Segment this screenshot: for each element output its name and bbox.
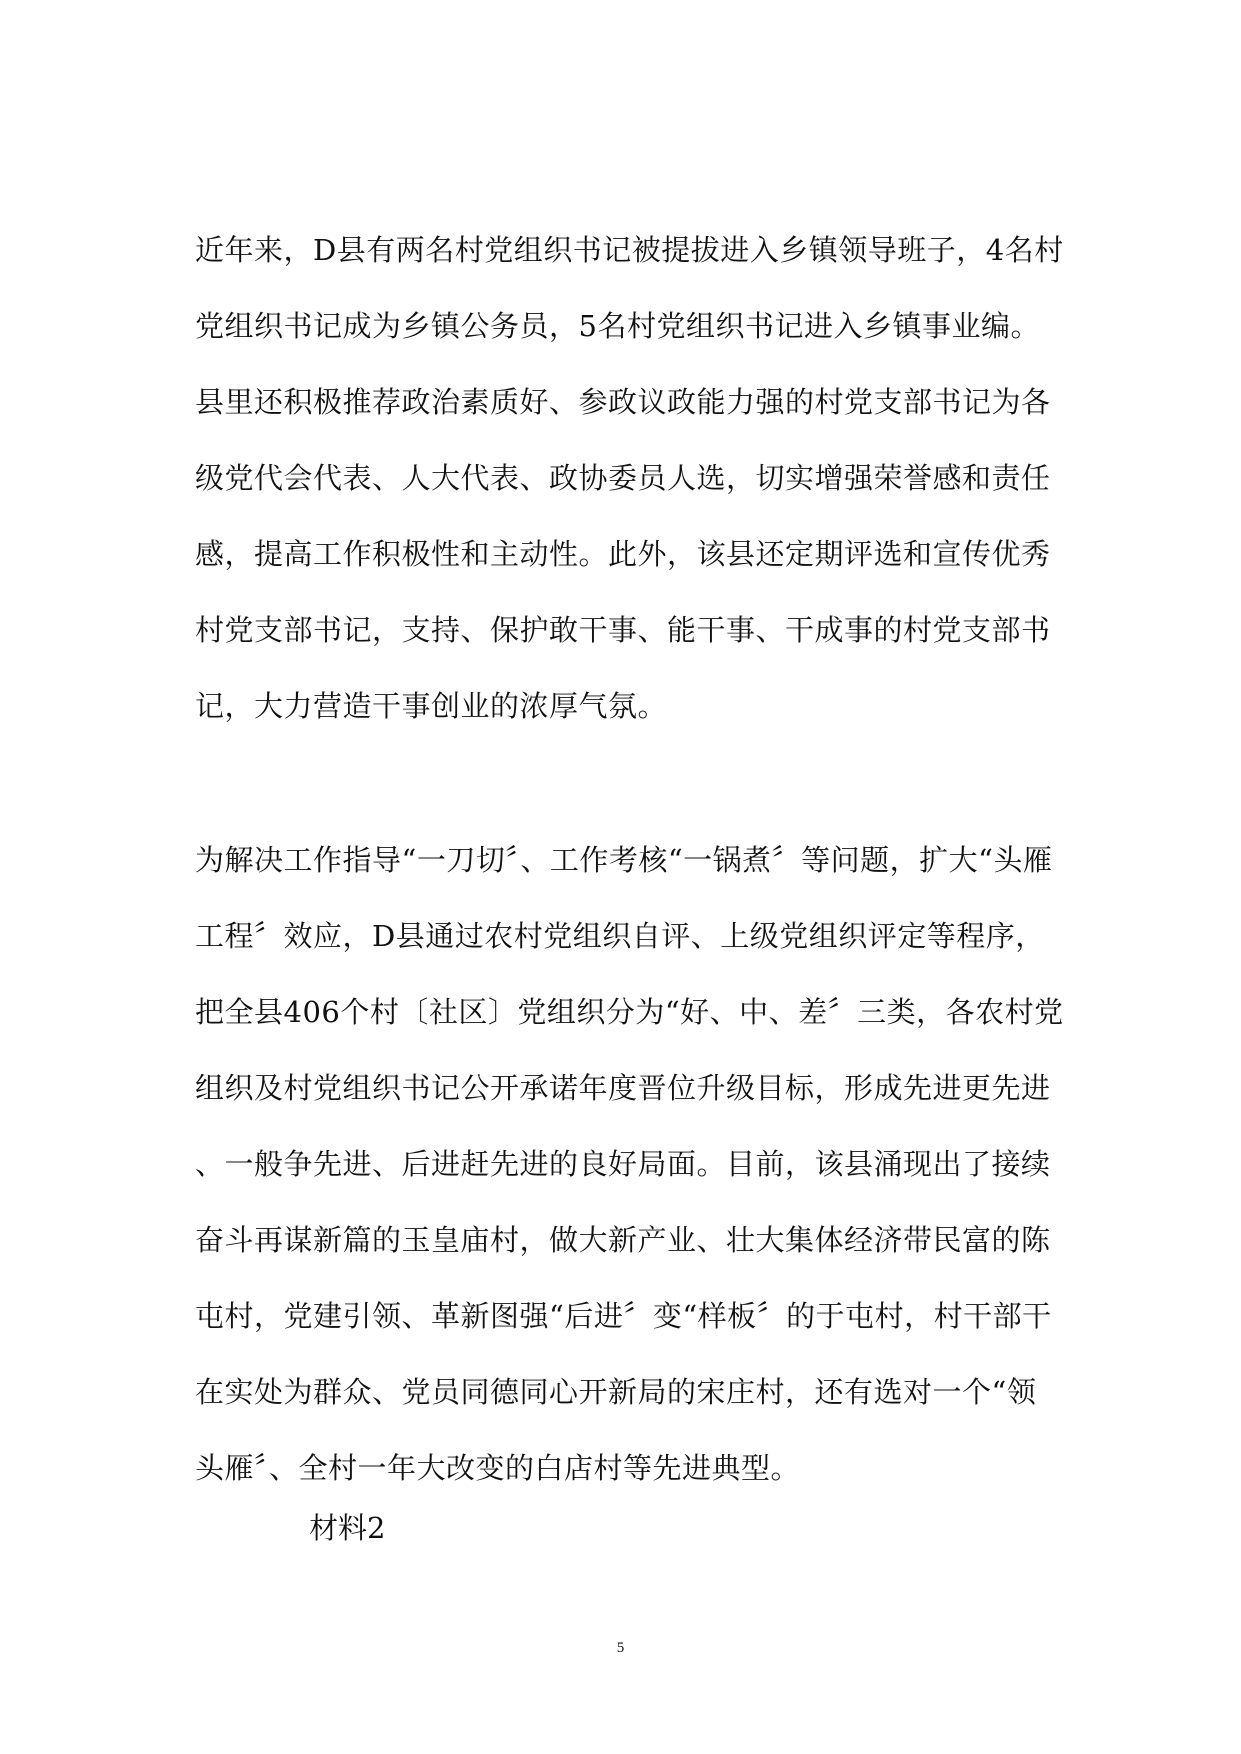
paragraph-line: 工程〞效应，D县通过农村党组织自评、上级党组织评定等程序，: [195, 919, 1045, 953]
paragraph-line: 为解决工作指导“一刀切〞、工作考核“一锅煮〞等问题，扩大“头雁: [195, 843, 1053, 877]
paragraph-line: 近年来，D县有两名村党组织书记被提拔进入乡镇领导班子，4名村: [195, 233, 1064, 267]
page-number: 5: [616, 1640, 625, 1656]
paragraph-line: 头雁〞、全村一年大改变的白店村等先进典型。: [195, 1451, 801, 1485]
paragraph-line: 在实处为群众、党员同德同心开新局的宋庄村，还有选对一个“领: [195, 1375, 1037, 1409]
material-heading: 材料2: [309, 1511, 386, 1545]
paragraph-line: 记，大力营造干事创业的浓厚气氛。: [195, 689, 668, 723]
paragraph-line: 组织及村党组织书记公开承诺年度晋位升级目标，形成先进更先进: [195, 1071, 1051, 1105]
paragraph-line: 把全县406个村〔社区〕党组织分为“好、中、差〞三类，各农村党: [195, 995, 1064, 1029]
paragraph-line: 、一般争先进、后进赶先进的良好局面。目前，该县涌现出了接续: [195, 1147, 1051, 1181]
paragraph-line: 县里还积极推荐政治素质好、参政议政能力强的村党支部书记为各: [195, 385, 1051, 419]
paragraph-line: 党组织书记成为乡镇公务员，5名村党组织书记进入乡镇事业编。: [195, 309, 1040, 343]
paragraph-line: 奋斗再谋新篇的玉皇庙村，做大新产业、壮大集体经济带民富的陈: [195, 1223, 1051, 1257]
paragraph-line: 村党支部书记，支持、保护敢干事、能干事、干成事的村党支部书: [195, 613, 1051, 647]
paragraph-line: 感，提高工作积极性和主动性。此外，该县还定期评选和宣传优秀: [195, 537, 1051, 571]
paragraph-line: 屯村，党建引领、革新图强“后进〞变“样板〞的于屯村，村干部干: [195, 1299, 1052, 1333]
paragraph-line: 级党代会代表、人大代表、政协委员人选，切实增强荣誉感和责任: [195, 461, 1051, 495]
